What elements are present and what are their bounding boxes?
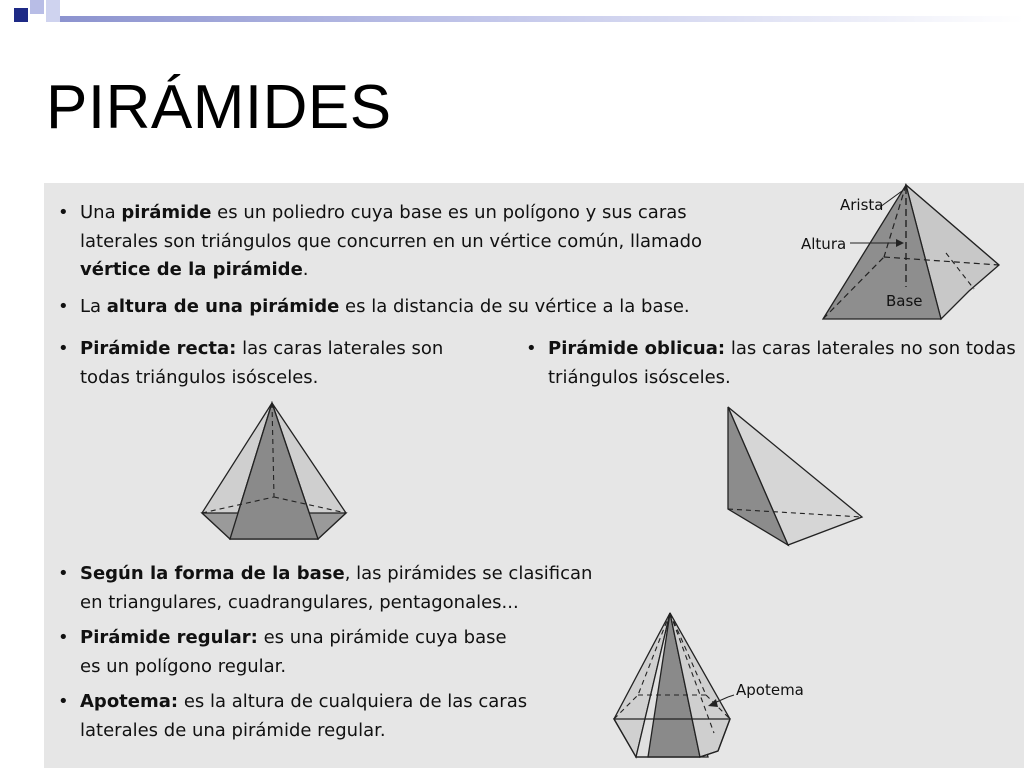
slide-title: PIRÁMIDES (46, 73, 392, 142)
bullet-forma-base: • Según la forma de la base, las pirámides se clasifican en triangulares, cuadrangulares, pentagonales... (80, 560, 600, 617)
figure-regular-pyramid (610, 611, 810, 768)
bullet-icon: • (58, 338, 69, 359)
decor-gradient-line (60, 16, 1024, 22)
bullet-icon: • (58, 691, 69, 712)
figure-labeled-pyramid (796, 183, 1008, 325)
content-panel (44, 183, 1024, 768)
bullet-piramide-oblicua: • Pirámide oblicua: las caras laterales no son todas triángulos isósceles. (548, 335, 1018, 392)
label-apotema: Apotema (736, 681, 804, 699)
bullet-definition: • Una pirámide es un poliedro cuya base es un polígono y sus caras laterales son triángulos que concurren en un vértice común, llamado vértice de la pirámide. (80, 199, 710, 285)
bullet-apotema: • Apotema: es la altura de cualquiera de las caras laterales de una pirámide regular. (80, 688, 550, 745)
bullet-piramide-recta: • Pirámide recta: las caras laterales son todas triángulos isósceles. (80, 335, 460, 392)
bullet-altura: • La altura de una pirámide es la distancia de su vértice a la base. (80, 293, 760, 322)
decor-square-light (30, 0, 44, 14)
decor-square-light (46, 0, 60, 22)
figure-right-pyramid (198, 401, 352, 543)
bullet-icon: • (58, 563, 69, 584)
bullet-icon: • (58, 296, 69, 317)
bullet-piramide-regular: • Pirámide regular: es una pirámide cuya base es un polígono regular. (80, 624, 520, 681)
label-base: Base (886, 292, 923, 310)
label-altura: Altura (801, 235, 847, 253)
decor-square-dark (14, 8, 28, 22)
slide-header-decoration (0, 0, 1024, 22)
bullet-icon: • (58, 627, 69, 648)
bullet-icon: • (526, 338, 537, 359)
label-arista: Arista (840, 196, 884, 214)
bullet-icon: • (58, 202, 69, 223)
figure-oblique-pyramid (726, 405, 866, 549)
